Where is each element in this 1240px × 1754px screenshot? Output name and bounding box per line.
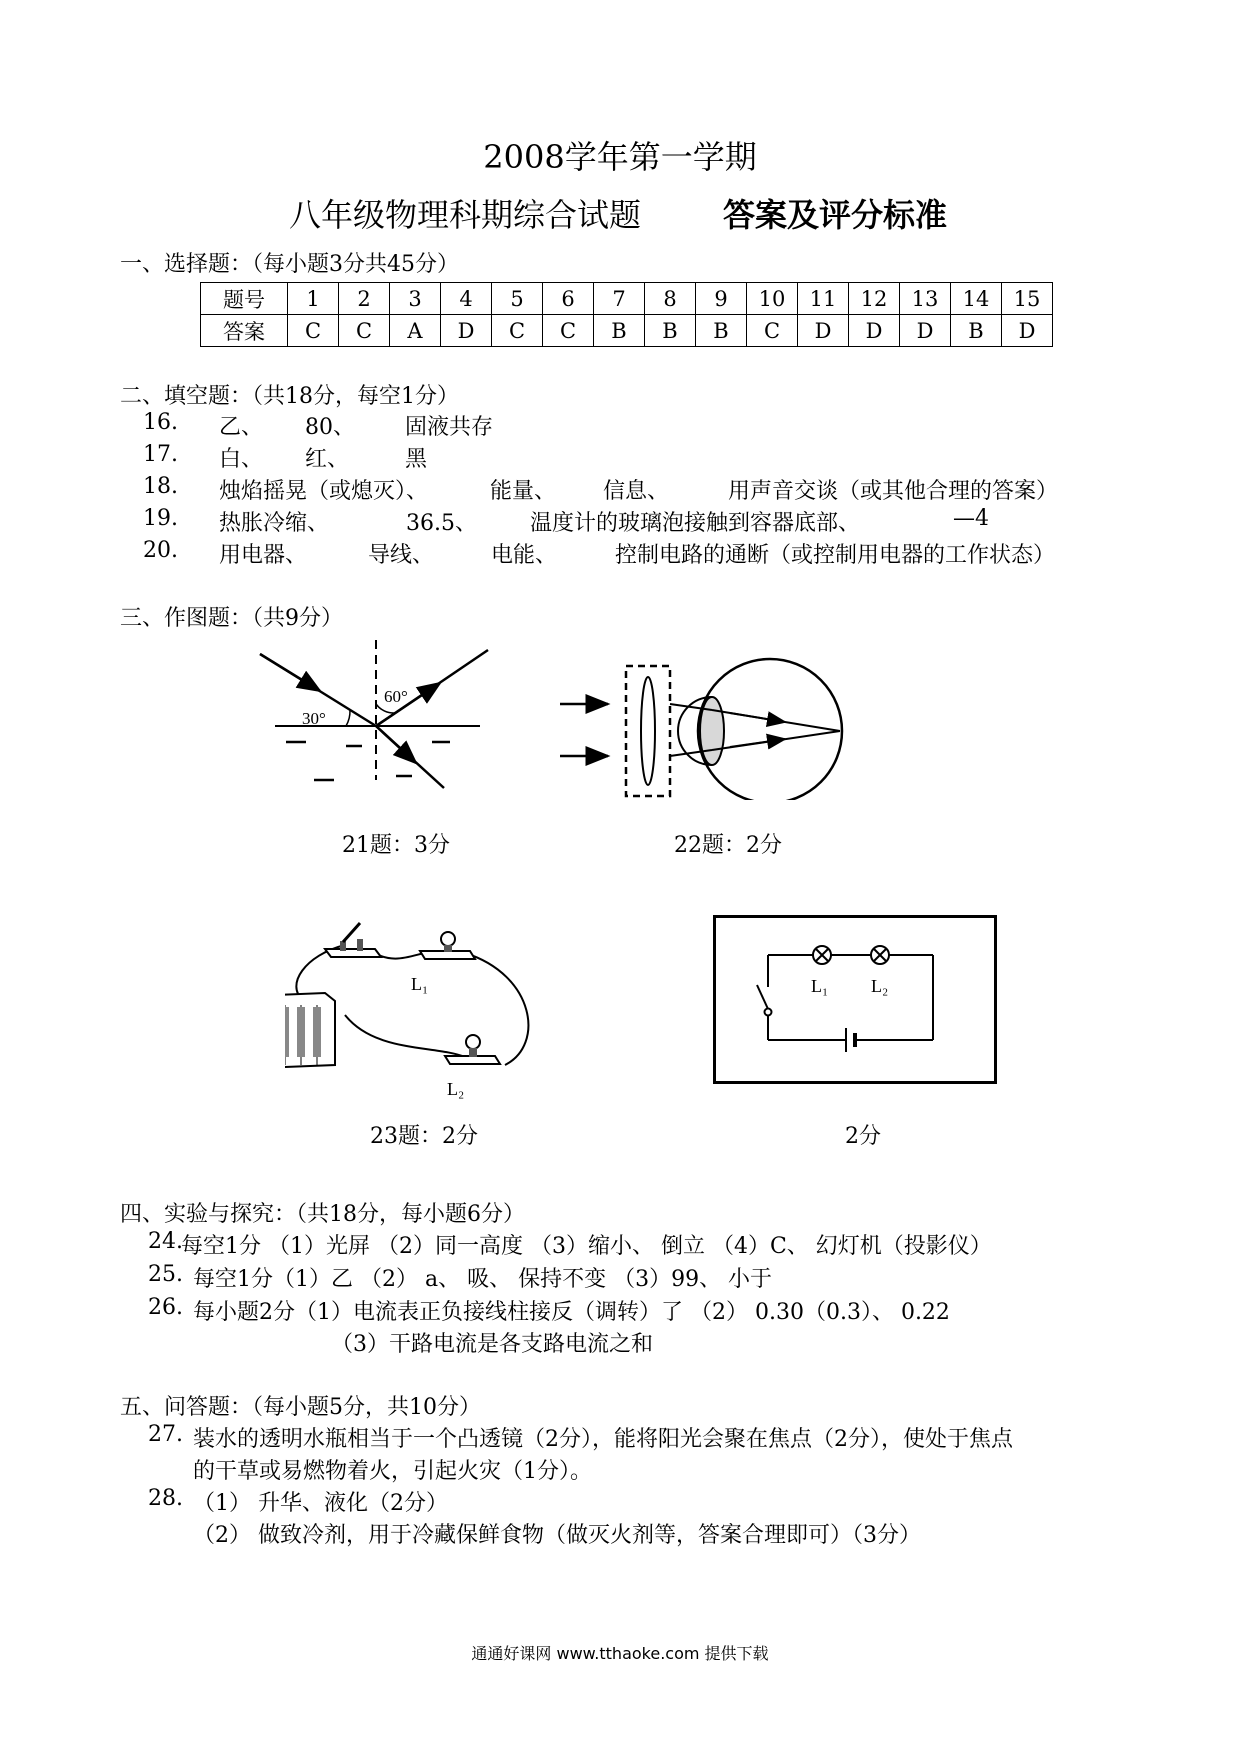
bulb-l2 xyxy=(445,1035,500,1064)
answer-cell: A xyxy=(390,315,441,347)
answer-table xyxy=(200,282,1053,347)
answer-part: 信息、 xyxy=(603,479,670,504)
answer-part: 控制电路的通断（或控制用电器的工作状态） xyxy=(615,543,1056,568)
answer-cell: C xyxy=(492,315,543,347)
question-number: 15 xyxy=(1002,283,1053,315)
answer-part: 导线、 xyxy=(368,543,435,568)
answer-cell: B xyxy=(951,315,1002,347)
answer-table-answer-row xyxy=(201,315,1053,347)
switch-contact xyxy=(765,1009,772,1016)
item-answer: 每空1分（1）乙 （2） a、 吸、 保持不变 （3）99、 小于 xyxy=(193,1267,773,1292)
correction-lens-box xyxy=(626,666,670,796)
answer-part: 黑 xyxy=(405,447,428,472)
row-label-answer: 答案 xyxy=(201,315,288,347)
row-label-number: 题号 xyxy=(201,283,288,315)
item-answer: （3）干路电流是各支路电流之和 xyxy=(331,1332,653,1357)
answer-cell: D xyxy=(900,315,951,347)
item-number: 16. xyxy=(143,410,178,435)
schematic-frame xyxy=(715,917,996,1083)
answer-cell: C xyxy=(339,315,390,347)
question-number: 13 xyxy=(900,283,951,315)
section2-title: 二、填空题：（共18分，每空1分） xyxy=(120,384,459,409)
label-l1: L₁ xyxy=(411,974,429,994)
answer-part: 温度计的玻璃泡接触到容器底部、 xyxy=(530,511,861,536)
question-number: 1 xyxy=(288,283,339,315)
fig21-caption: 21题：3分 xyxy=(342,833,450,858)
lamp-l1-symbol xyxy=(813,946,831,964)
question-number: 9 xyxy=(696,283,747,315)
section5-title: 五、问答题：（每小题5分，共10分） xyxy=(120,1395,481,1420)
physical-circuit-diagram xyxy=(285,915,575,1105)
eye-lens xyxy=(700,697,724,765)
exam-title-answer-key: 答案及评分标准 xyxy=(723,196,948,234)
switch-lever xyxy=(757,985,768,1009)
answer-cell: B xyxy=(645,315,696,347)
item-number: 25. xyxy=(148,1262,183,1287)
answer-cell: B xyxy=(594,315,645,347)
answer-part: 乙、 xyxy=(219,415,264,440)
question-number: 3 xyxy=(390,283,441,315)
answer-part: 电能、 xyxy=(491,543,558,568)
section4-title: 四、实验与探究：（共18分，每小题6分） xyxy=(120,1202,525,1227)
question-number: 8 xyxy=(645,283,696,315)
answer-cell: D xyxy=(798,315,849,347)
answer-cell: D xyxy=(1002,315,1053,347)
question-number: 6 xyxy=(543,283,594,315)
item-answer: 装水的透明水瓶相当于一个凸透镜（2分），能将阳光会聚在焦点（2分），使处于焦点 xyxy=(193,1427,1013,1452)
fig23b-caption: 2分 xyxy=(845,1124,881,1149)
battery-pack xyxy=(285,993,335,1067)
fig23-caption: 23题：2分 xyxy=(370,1124,478,1149)
reflection-refraction-diagram xyxy=(250,640,490,790)
item-number: 19. xyxy=(143,506,178,531)
label-l1: L₁ xyxy=(811,976,829,996)
eye-lens-diagram xyxy=(560,640,850,800)
item-number: 26. xyxy=(148,1295,183,1320)
convex-lens xyxy=(641,677,655,785)
item-number: 24. xyxy=(148,1229,183,1254)
item-answer: （2） 做致冷剂，用于冷藏保鲜食物（做灭火剂等，答案合理即可）（3分） xyxy=(193,1523,921,1548)
answer-part: 烛焰摇晃（或熄灭）、 xyxy=(219,479,429,504)
exam-title-subject: 八年级物理科期综合试题 xyxy=(289,196,642,234)
answer-cell: C xyxy=(288,315,339,347)
answer-part: 用电器、 xyxy=(219,543,308,568)
label-l2: L₂ xyxy=(447,1079,465,1099)
item-answer: （1） 升华、液化（2分） xyxy=(193,1491,448,1516)
question-number: 4 xyxy=(441,283,492,315)
angle-label-30: 30° xyxy=(302,709,326,728)
lamp-l2-symbol xyxy=(871,946,889,964)
answer-cell: D xyxy=(849,315,900,347)
answer-part: 能量、 xyxy=(490,479,557,504)
answer-cell: D xyxy=(441,315,492,347)
fig22-caption: 22题：2分 xyxy=(674,833,782,858)
wire xyxy=(345,1015,465,1057)
angle-arc xyxy=(346,710,350,726)
answer-part: 热胀冷缩、 xyxy=(219,511,330,536)
question-number: 11 xyxy=(798,283,849,315)
answer-part: —4 xyxy=(953,506,989,531)
question-number: 10 xyxy=(747,283,798,315)
item-number: 20. xyxy=(143,538,178,563)
question-number: 2 xyxy=(339,283,390,315)
item-number: 28. xyxy=(148,1486,183,1511)
knife-switch xyxy=(325,923,381,957)
item-number: 18. xyxy=(143,474,178,499)
incident-ray-arrow xyxy=(260,654,320,691)
item-number: 27. xyxy=(148,1422,183,1447)
answer-part: 36.5、 xyxy=(406,511,477,536)
question-number: 7 xyxy=(594,283,645,315)
battery-symbol xyxy=(846,1028,855,1052)
answer-part: 80、 xyxy=(305,415,355,440)
answer-part: 白、 xyxy=(219,447,264,472)
item-answer: 每小题2分（1）电流表正负接线柱接反（调转）了 （2） 0.30（0.3）、 0.22 xyxy=(193,1300,950,1325)
ray-arrow xyxy=(730,713,785,722)
label-l2: L₂ xyxy=(871,976,889,996)
ray-arrow xyxy=(730,739,785,747)
answer-part: 固液共存 xyxy=(405,415,494,440)
section1-title: 一、选择题：（每小题3分共45分） xyxy=(120,252,459,277)
answer-cell: B xyxy=(696,315,747,347)
item-answer: 的干草或易燃物着火，引起火灾（1分）。 xyxy=(193,1459,592,1484)
section3-title: 三、作图题：（共9分） xyxy=(120,606,343,631)
footer-source: 通通好课网 www.tthaoke.com 提供下载 xyxy=(471,1644,769,1663)
item-answer: 每空1分 （1）光屏 （2）同一高度 （3）缩小、 倒立 （4）C、 幻灯机（投影仪） xyxy=(181,1234,992,1259)
refracted-ray-arrow xyxy=(376,726,416,763)
angle-label-60: 60° xyxy=(384,687,408,706)
question-number: 14 xyxy=(951,283,1002,315)
answer-part: 用声音交谈（或其他合理的答案） xyxy=(728,479,1059,504)
question-number: 12 xyxy=(849,283,900,315)
answer-cell: C xyxy=(747,315,798,347)
bulb-l1 xyxy=(420,932,475,959)
answer-table-number-row xyxy=(201,283,1053,315)
question-number: 5 xyxy=(492,283,543,315)
answer-cell: C xyxy=(543,315,594,347)
answer-part: 红、 xyxy=(305,447,350,472)
item-number: 17. xyxy=(143,442,178,467)
circuit-schematic xyxy=(713,915,997,1085)
exam-title-year: 2008学年第一学期 xyxy=(483,138,757,176)
